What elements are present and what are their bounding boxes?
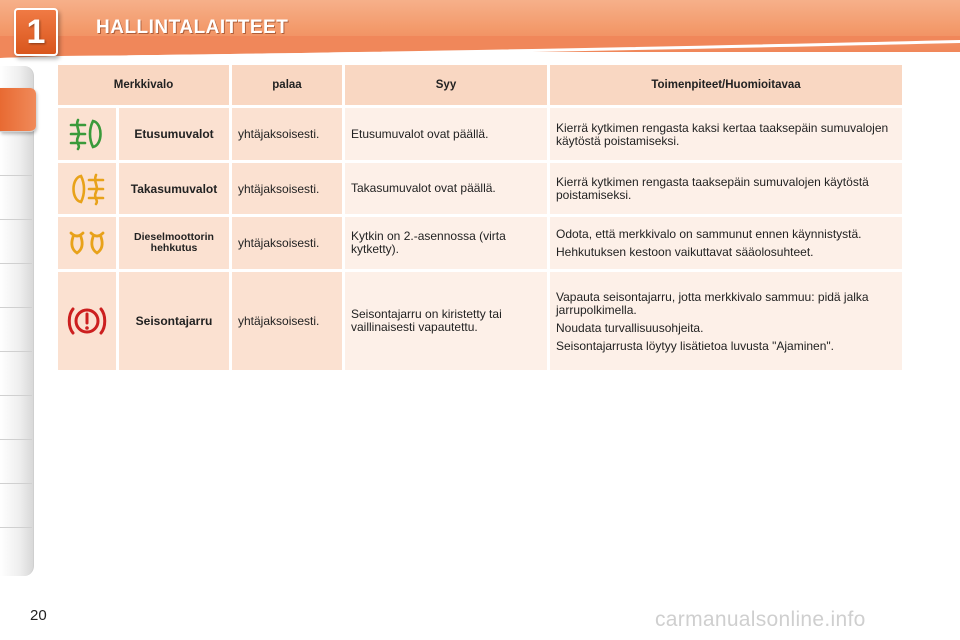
- action-text: Seisontajarrusta löytyy lisätietoa luvusta "Ajaminen".: [556, 338, 834, 353]
- table-header-row: [58, 65, 902, 105]
- indicator-state: yhtäjaksoisesti.: [232, 108, 342, 160]
- chapter-title: HALLINTALAITTEET: [96, 17, 289, 38]
- indicator-cause: Seisontajarru on kiristetty tai vaillinaisesti vapautettu.: [345, 272, 547, 370]
- action-text: Noudata turvallisuusohjeita.: [556, 320, 704, 335]
- action-text: Vapauta seisontajarru, jotta merkkivalo sammuu: pidä jalka jarrupolkimella.: [556, 289, 869, 317]
- page-number: 20: [30, 607, 47, 624]
- column-header-actions: Toimenpiteet/Huomioitavaa: [550, 65, 902, 105]
- column-header-indicator: Merkkivalo: [58, 65, 229, 105]
- indicator-cause: Takasumuvalot ovat päällä.: [345, 163, 547, 214]
- section-tab[interactable]: [0, 176, 32, 220]
- chapter-number-tab[interactable]: [14, 8, 58, 56]
- section-tab[interactable]: [0, 308, 32, 352]
- action-text: Odota, että merkkivalo on sammunut ennen käynnistystä.: [556, 227, 862, 241]
- indicator-actions: [550, 272, 902, 370]
- action-text: Kierrä kytkimen rengasta taaksepäin sumuvalojen käytöstä poistamiseksi.: [556, 175, 869, 202]
- action-text: Hehkutuksen kestoon vaikuttavat sääolosuhteet.: [556, 245, 814, 259]
- indicator-table: [55, 62, 905, 373]
- section-tab[interactable]: [0, 132, 32, 176]
- indicator-actions: [550, 108, 902, 160]
- section-tab-active[interactable]: [0, 88, 36, 132]
- indicator-state: yhtäjaksoisesti.: [232, 272, 342, 370]
- rear-fog-lamp-icon: [67, 172, 107, 206]
- icon-cell: [58, 163, 116, 214]
- watermark: carmanualsonline.info: [655, 608, 866, 631]
- section-tab[interactable]: [0, 440, 32, 484]
- table-row: [58, 108, 902, 160]
- indicator-name: Dieselmoottorin hehkutus: [119, 217, 229, 269]
- indicator-cause: Kytkin on 2.-asennossa (virta kytketty).: [345, 217, 547, 269]
- section-tab[interactable]: [0, 352, 32, 396]
- section-tab[interactable]: [0, 484, 32, 528]
- icon-cell: [58, 108, 116, 160]
- table-row: [58, 163, 902, 214]
- section-tab[interactable]: [0, 220, 32, 264]
- indicator-name: Seisontajarru: [119, 272, 229, 370]
- indicator-state: yhtäjaksoisesti.: [232, 163, 342, 214]
- front-fog-lamp-icon: [67, 117, 107, 151]
- table-row: [58, 217, 902, 269]
- column-header-state: palaa: [232, 65, 342, 105]
- indicator-name: Etusumuvalot: [119, 108, 229, 160]
- table-row: [58, 272, 902, 370]
- icon-cell: [58, 217, 116, 269]
- chapter-number: 1: [26, 12, 46, 51]
- column-header-cause: Syy: [345, 65, 547, 105]
- section-tab[interactable]: [0, 396, 32, 440]
- indicator-actions: [550, 217, 902, 269]
- icon-cell: [58, 272, 116, 370]
- section-tab-strip: [0, 66, 34, 576]
- parking-brake-icon: [66, 303, 108, 339]
- indicator-name: Takasumuvalot: [119, 163, 229, 214]
- indicator-cause: Etusumuvalot ovat päällä.: [345, 108, 547, 160]
- indicator-actions: [550, 163, 902, 214]
- glow-plug-icon: [67, 229, 107, 257]
- action-text: Kierrä kytkimen rengasta kaksi kertaa taaksepäin sumuvalojen käytöstä poistamiseksi.: [556, 120, 889, 148]
- section-tab[interactable]: [0, 264, 32, 308]
- indicator-state: yhtäjaksoisesti.: [232, 217, 342, 269]
